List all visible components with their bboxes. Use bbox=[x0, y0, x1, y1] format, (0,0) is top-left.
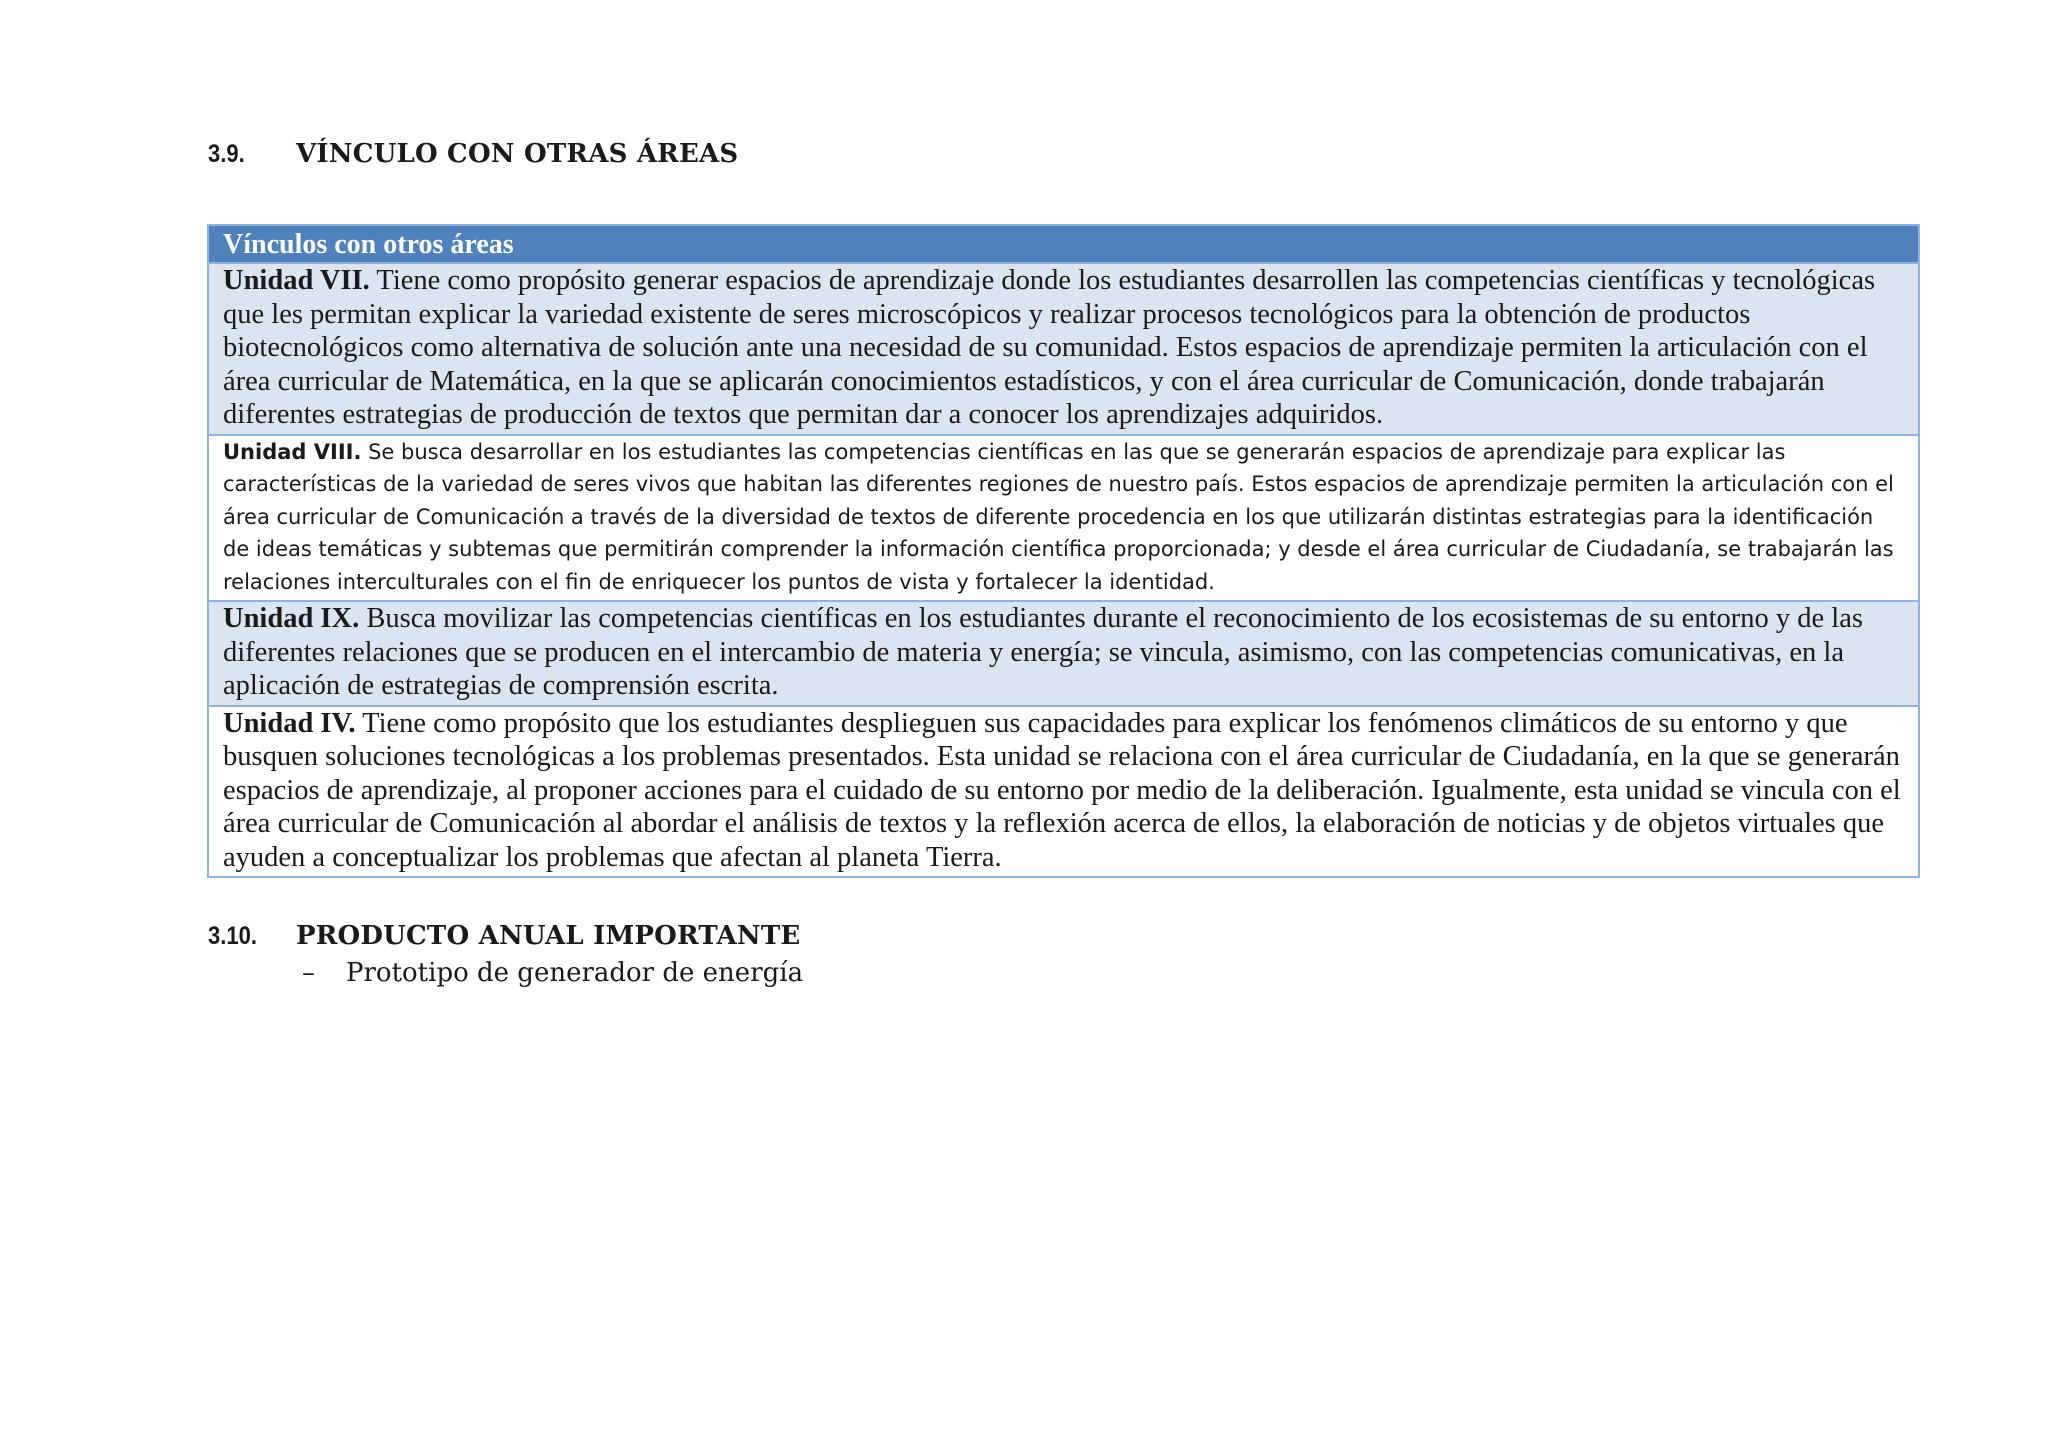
table-row bbox=[208, 601, 1919, 706]
section-number: 3.10. bbox=[208, 922, 257, 950]
unit-label: Unidad VIII. bbox=[223, 439, 362, 464]
links-table bbox=[207, 224, 1920, 878]
table-row bbox=[208, 706, 1919, 878]
unit-label: Unidad VII. bbox=[223, 265, 370, 296]
dash-bullet: – bbox=[302, 958, 315, 988]
table-header: Vínculos con otros áreas bbox=[208, 225, 1919, 263]
unit-description: Tiene como propósito generar espacios de aprendizaje donde los estudiantes desarrollen las competencias científicas y tecnológicas que les permitan explicar la variedad existente de seres microscópicos y realizar procesos tecnológicos para la obtención de productos biotecnológicos como alternativa de solución ante una necesidad de su comunidad. Estos espacios de aprendizaje permiten la articulación con el área curricular de Matemática, en la que se aplicarán conocimientos estadísticos, y con el área curricular de Comunicación, donde trabajarán diferentes estrategias de producción de textos que permitan dar a conocer los aprendizajes adquiridos. bbox=[223, 265, 1876, 430]
section-number: 3.9. bbox=[208, 140, 245, 168]
section-title: PRODUCTO ANUAL IMPORTANTE bbox=[296, 921, 801, 951]
unit-description: Tiene como propósito que los estudiantes desplieguen sus capacidades para explicar los fenómenos climáticos de su entorno y que busquen soluciones tecnológicas a los problemas presentados. Esta unidad se relaciona con el área curricular de Ciudadanía, en la que se generarán espacios de aprendizaje, al proponer acciones para el cuidado de su entorno por medio de la deliberación. Igualmente, esta unidad se vincula con el área curricular de Comunicación al abordar el análisis de textos y la reflexión acerca de ellos, la elaboración de noticias y de objetos virtuales que ayuden a conceptualizar los problemas que afectan al planeta Tierra. bbox=[223, 707, 1901, 873]
table-row bbox=[208, 435, 1919, 602]
table-cell bbox=[208, 706, 1919, 878]
unit-description: Se busca desarrollar en los estudiantes las competencias científicas en las que se generarán espacios de aprendizaje para explicar las características de la variedad de seres vivos que habitan las diferentes regiones de nuestro país. Estos espacios de aprendizaje permiten la articulación con el área curricular de Comunicación a través de la diversidad de textos de diferente procedencia en los que utilizarán distintas estrategias para la identificación de ideas temáticas y subtemas que permitirán comprender la información científica proporcionada; y desde el área curricular de Ciudadanía, se trabajarán las relaciones interculturales con el fin de enriquecer los puntos de vista y fortalecer la identidad. bbox=[223, 439, 1894, 594]
table-cell bbox=[208, 435, 1919, 602]
section-heading-producto bbox=[208, 921, 800, 951]
section-title: VÍNCULO CON OTRAS ÁREAS bbox=[296, 139, 739, 169]
unit-label: Unidad IX. bbox=[223, 603, 360, 634]
unit-label: Unidad IV. bbox=[223, 707, 356, 739]
section-heading-vinculo bbox=[208, 139, 738, 169]
unit-description: Busca movilizar las competencias científicas en los estudiantes durante el reconocimiento de los ecosistemas de su entorno y de las diferentes relaciones que se producen en el intercambio de materia y energía; se vincula, asimismo, con las competencias comunicativas, en la aplicación de estrategias de comprensión escrita. bbox=[223, 603, 1863, 701]
table-cell bbox=[208, 601, 1919, 706]
table-header-row bbox=[208, 225, 1919, 263]
table-cell bbox=[208, 263, 1919, 435]
list-item bbox=[302, 958, 803, 988]
product-text: Prototipo de generador de energía bbox=[346, 958, 804, 988]
table-row bbox=[208, 263, 1919, 435]
